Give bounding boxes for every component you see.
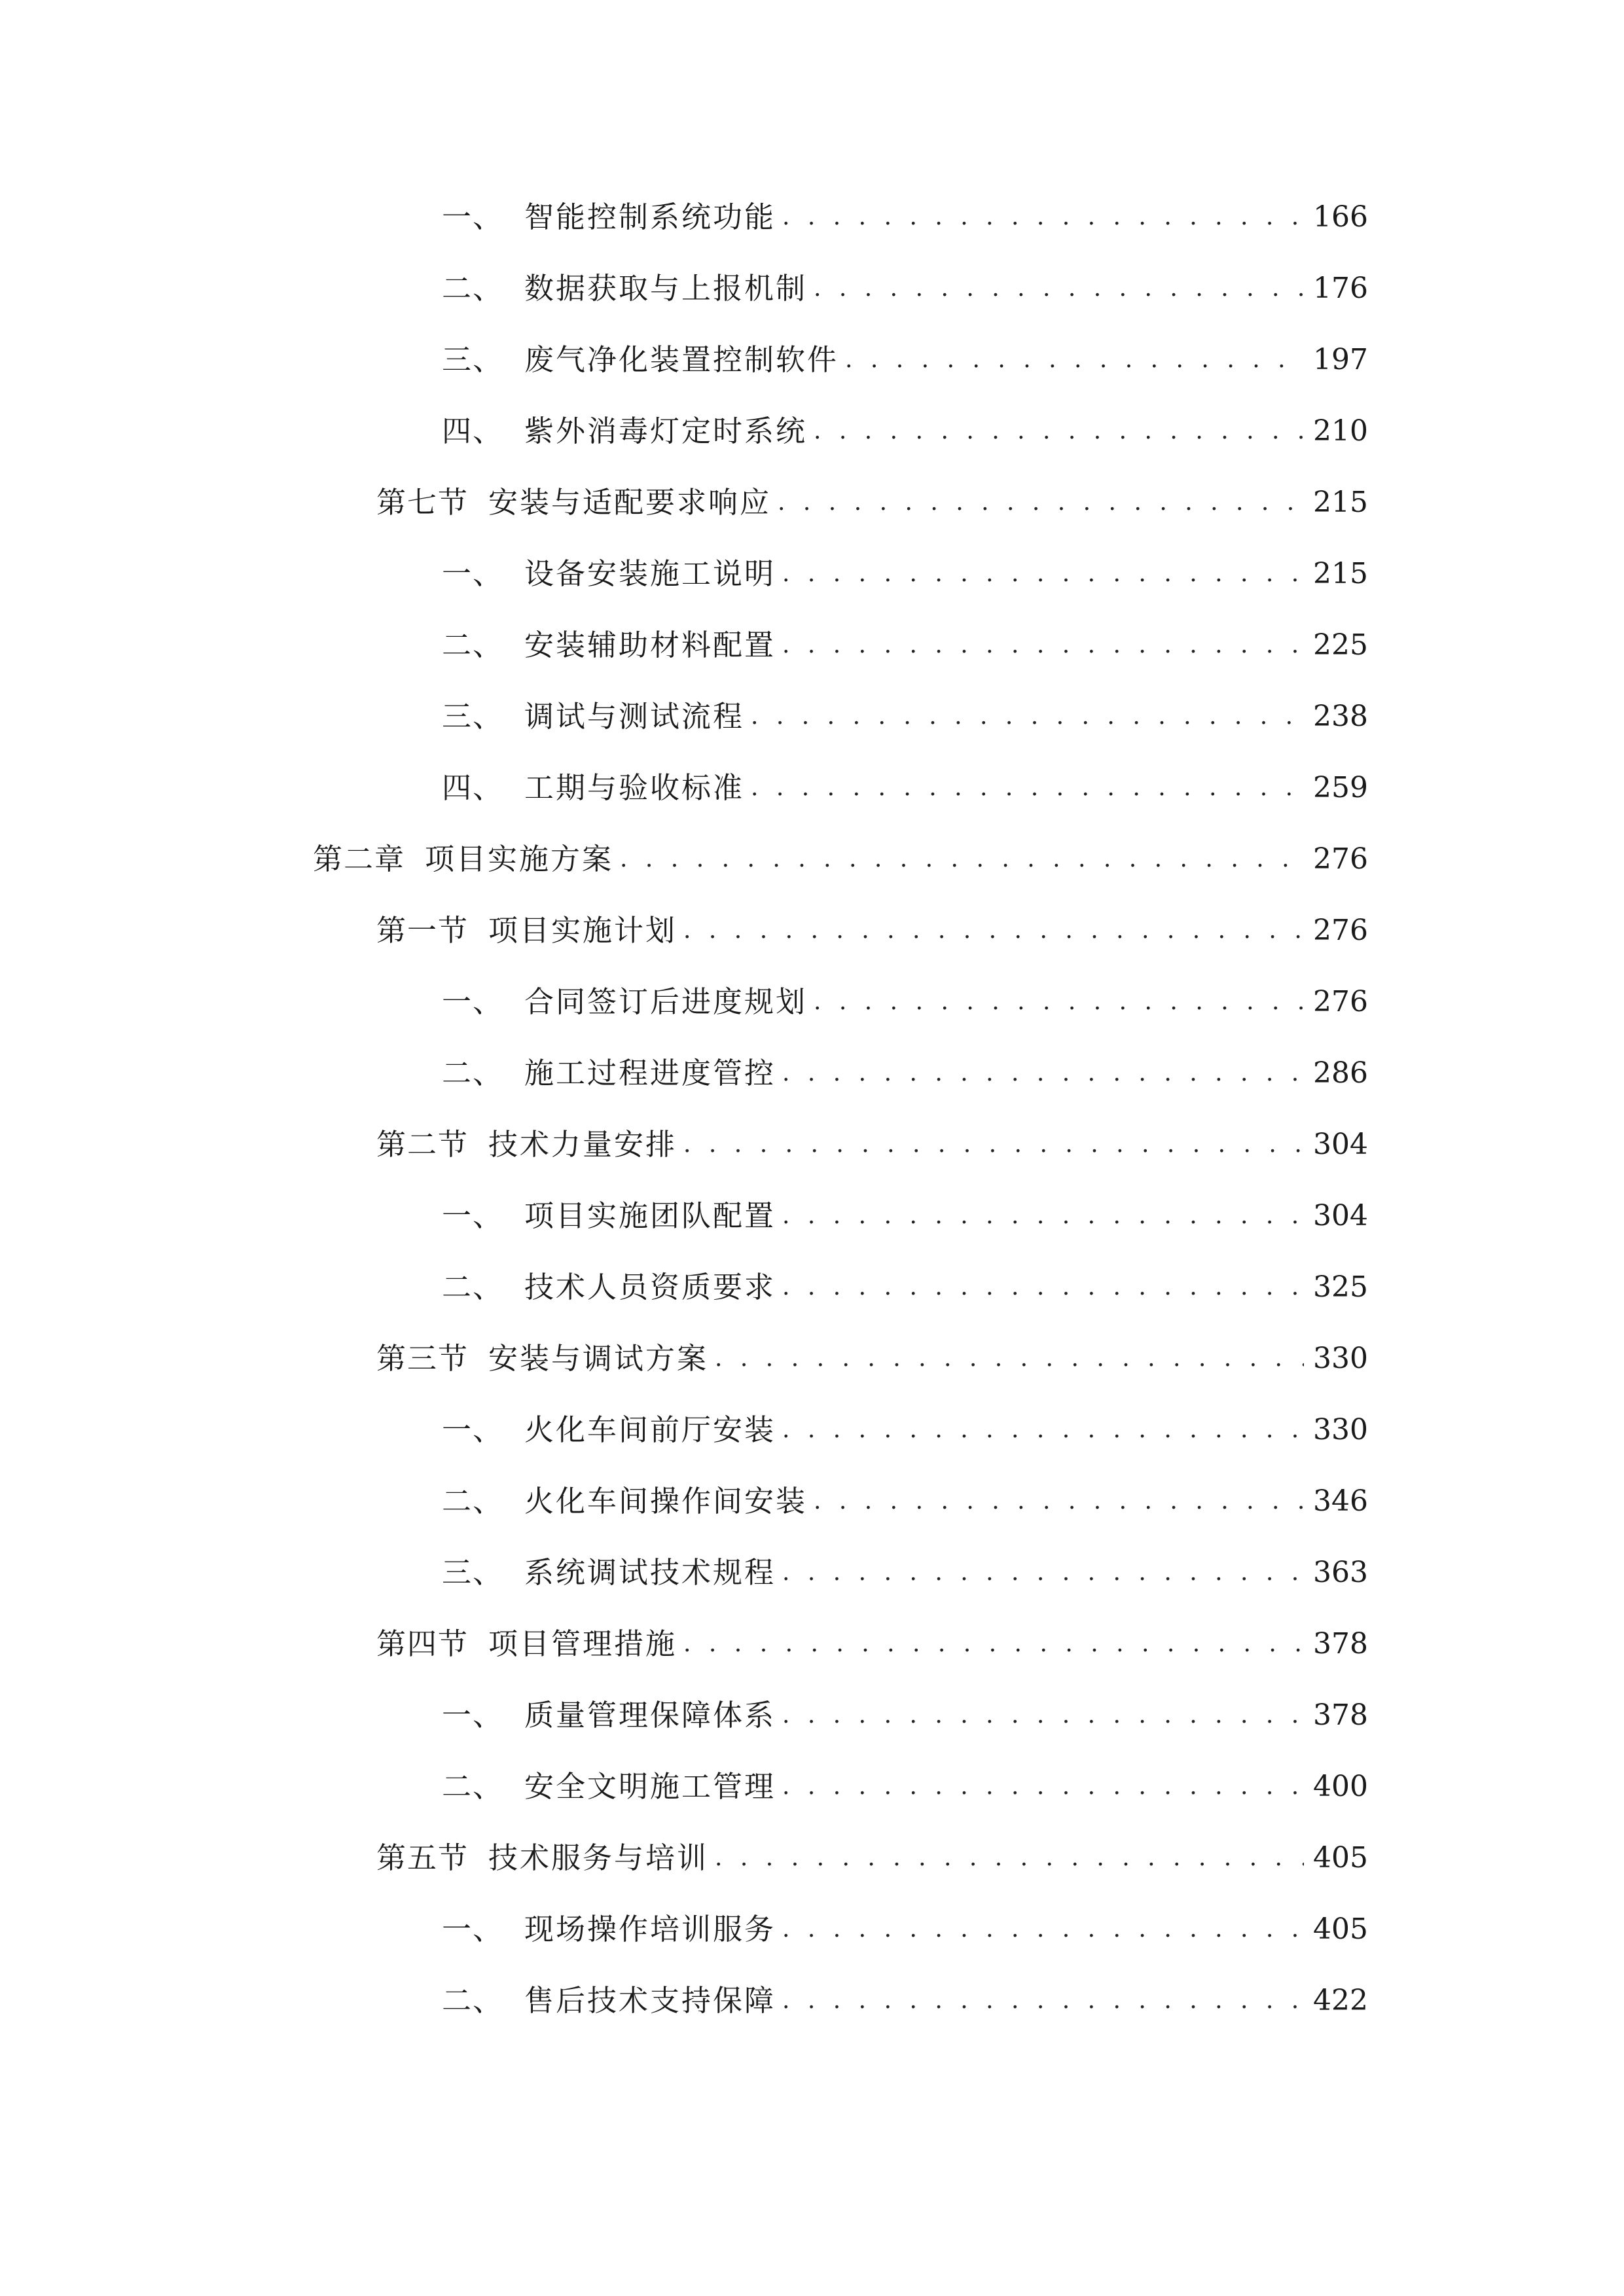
toc-entry-page: 215	[1313, 557, 1368, 590]
toc-entry-number: 三、	[442, 1555, 504, 1590]
dot-leader	[782, 1404, 1304, 1456]
dot-leader	[845, 334, 1304, 386]
toc-entry-page: 378	[1313, 1698, 1368, 1732]
toc-entry-number: 第二章	[313, 842, 406, 876]
toc-entry-number: 一、	[442, 1198, 504, 1233]
toc-entry-title: 技术服务与培训	[488, 1840, 709, 1875]
toc-entry-number: 第二节	[376, 1127, 469, 1162]
toc-entry-page: 325	[1313, 1270, 1368, 1304]
dot-leader	[715, 1832, 1304, 1884]
toc-entry-number: 一、	[442, 200, 504, 234]
toc-entry-page: 176	[1313, 272, 1368, 305]
dot-leader	[814, 1475, 1304, 1528]
toc-entry-number: 一、	[442, 1412, 504, 1447]
dot-leader	[751, 691, 1304, 743]
toc-entry-title: 技术人员资质要求	[524, 1270, 776, 1304]
toc-entry-page: 363	[1313, 1556, 1368, 1589]
toc-entry-page: 215	[1313, 486, 1368, 519]
toc-entry-title: 质量管理保障体系	[524, 1698, 776, 1732]
toc-entry-title: 设备安装施工说明	[524, 556, 776, 591]
toc-entry-title: 项目实施计划	[488, 913, 677, 948]
toc-entry-page: 405	[1313, 1841, 1368, 1874]
toc-entry-page: 304	[1313, 1128, 1368, 1161]
dot-leader	[782, 619, 1304, 672]
toc-entry-page: 238	[1313, 700, 1368, 733]
toc-entry-number: 第三节	[376, 1341, 469, 1376]
toc-entry-number: 四、	[442, 414, 504, 448]
toc-entry-number: 一、	[442, 1912, 504, 1946]
dot-leader	[782, 1047, 1304, 1100]
toc-entry-title: 调试与测试流程	[524, 699, 745, 734]
toc-entry[interactable]	[442, 1261, 1368, 1314]
dot-leader	[715, 1333, 1304, 1385]
dot-leader	[782, 1903, 1304, 1956]
toc-entry-number: 二、	[442, 1270, 504, 1304]
toc-entry-number: 三、	[442, 699, 504, 734]
toc-entry-number: 第七节	[376, 485, 469, 520]
toc-entry-number: 二、	[442, 1484, 504, 1518]
toc-entry-title: 售后技术支持保障	[524, 1983, 776, 2018]
toc-section-entry[interactable]	[376, 476, 1368, 529]
toc-entry[interactable]	[442, 1475, 1368, 1528]
toc-entry[interactable]	[442, 405, 1368, 457]
toc-entry-title: 火化车间前厅安装	[524, 1412, 776, 1447]
toc-entry-title: 系统调试技术规程	[524, 1555, 776, 1590]
toc-entry[interactable]	[442, 976, 1368, 1028]
toc-entry-title: 安全文明施工管理	[524, 1769, 776, 1804]
dot-leader	[782, 548, 1304, 600]
dot-leader	[683, 1119, 1304, 1171]
toc-entry-title: 项目实施方案	[425, 842, 614, 876]
toc-entry-page: 346	[1313, 1484, 1368, 1518]
dot-leader	[782, 1975, 1304, 2027]
dot-leader	[782, 1761, 1304, 1813]
toc-entry[interactable]	[442, 334, 1368, 386]
dot-leader	[814, 976, 1304, 1028]
toc-entry[interactable]	[442, 691, 1368, 743]
toc-entry-title: 智能控制系统功能	[524, 200, 776, 234]
toc-entry-page: 422	[1313, 1984, 1368, 2017]
toc-entry-title: 安装辅助材料配置	[524, 628, 776, 662]
toc-entry-page: 210	[1313, 414, 1368, 448]
toc-entry-title: 废气净化装置控制软件	[524, 342, 839, 377]
toc-entry-number: 二、	[442, 628, 504, 662]
toc-entry-page: 330	[1313, 1413, 1368, 1446]
toc-entry[interactable]	[442, 191, 1368, 243]
toc-entry-title: 合同签订后进度规划	[524, 984, 808, 1019]
toc-entry-title: 施工过程进度管控	[524, 1056, 776, 1090]
toc-section-entry[interactable]	[376, 1832, 1368, 1884]
toc-entry-page: 276	[1313, 985, 1368, 1018]
toc-entry-page: 276	[1313, 842, 1368, 876]
toc-entry-page: 197	[1313, 343, 1368, 376]
toc-entry-number: 三、	[442, 342, 504, 377]
toc-entry-number: 一、	[442, 556, 504, 591]
toc-entry-number: 第五节	[376, 1840, 469, 1875]
toc-entry-number: 第一节	[376, 913, 469, 948]
dot-leader	[751, 762, 1304, 814]
dot-leader	[778, 476, 1304, 529]
toc-entry-title: 火化车间操作间安装	[524, 1484, 808, 1518]
toc-entry-page: 225	[1313, 628, 1368, 662]
toc-entry-page: 259	[1313, 771, 1368, 804]
toc-section-entry[interactable]	[376, 1119, 1368, 1171]
toc-entry[interactable]	[442, 1190, 1368, 1242]
toc-entry[interactable]	[442, 1404, 1368, 1456]
dot-leader	[814, 262, 1304, 315]
toc-entry-title: 工期与验收标准	[524, 770, 745, 805]
toc-entry-number: 二、	[442, 1056, 504, 1090]
dot-leader	[782, 1547, 1304, 1599]
toc-section-entry[interactable]	[376, 1618, 1368, 1670]
toc-entry-number: 四、	[442, 770, 504, 805]
toc-entry-page: 166	[1313, 200, 1368, 234]
toc-entry-number: 第四节	[376, 1626, 469, 1661]
toc-entry-page: 400	[1313, 1770, 1368, 1803]
toc-entry-number: 二、	[442, 1983, 504, 2018]
toc-entry-number: 二、	[442, 1769, 504, 1804]
toc-entry[interactable]	[442, 762, 1368, 814]
toc-entry[interactable]	[442, 1975, 1368, 2027]
toc-entry[interactable]	[442, 1903, 1368, 1956]
toc-entry-page: 286	[1313, 1056, 1368, 1090]
dot-leader	[782, 1190, 1304, 1242]
toc-entry-page: 276	[1313, 914, 1368, 947]
dot-leader	[814, 405, 1304, 457]
toc-entry-page: 304	[1313, 1199, 1368, 1232]
toc-entry-number: 一、	[442, 984, 504, 1019]
dot-leader	[683, 1618, 1304, 1670]
toc-entry-title: 紫外消毒灯定时系统	[524, 414, 808, 448]
toc-entry-number: 一、	[442, 1698, 504, 1732]
toc-entry[interactable]	[442, 548, 1368, 600]
toc-entry-title: 安装与适配要求响应	[488, 485, 772, 520]
toc-entry[interactable]	[442, 619, 1368, 672]
toc-entry-title: 项目管理措施	[488, 1626, 677, 1661]
dot-leader	[620, 833, 1304, 886]
toc-entry[interactable]	[442, 1761, 1368, 1813]
toc-entry-title: 现场操作培训服务	[524, 1912, 776, 1946]
toc-entry[interactable]	[442, 1047, 1368, 1100]
toc-entry-page: 405	[1313, 1912, 1368, 1946]
dot-leader	[683, 905, 1304, 957]
toc-chapter-entry[interactable]	[313, 833, 1368, 886]
toc-entry-title: 技术力量安排	[488, 1127, 677, 1162]
toc-entry-page: 378	[1313, 1627, 1368, 1660]
toc-section-entry[interactable]	[376, 905, 1368, 957]
dot-leader	[782, 191, 1304, 243]
toc-entry-page: 330	[1313, 1342, 1368, 1375]
toc-entry[interactable]	[442, 262, 1368, 315]
toc-entry-title: 安装与调试方案	[488, 1341, 709, 1376]
dot-leader	[782, 1689, 1304, 1742]
toc-entry-title: 数据获取与上报机制	[524, 271, 808, 306]
toc-entry[interactable]	[442, 1547, 1368, 1599]
toc-entry-number: 二、	[442, 271, 504, 306]
toc-entry[interactable]	[442, 1689, 1368, 1742]
toc-section-entry[interactable]	[376, 1333, 1368, 1385]
toc-entry-title: 项目实施团队配置	[524, 1198, 776, 1233]
dot-leader	[782, 1261, 1304, 1314]
